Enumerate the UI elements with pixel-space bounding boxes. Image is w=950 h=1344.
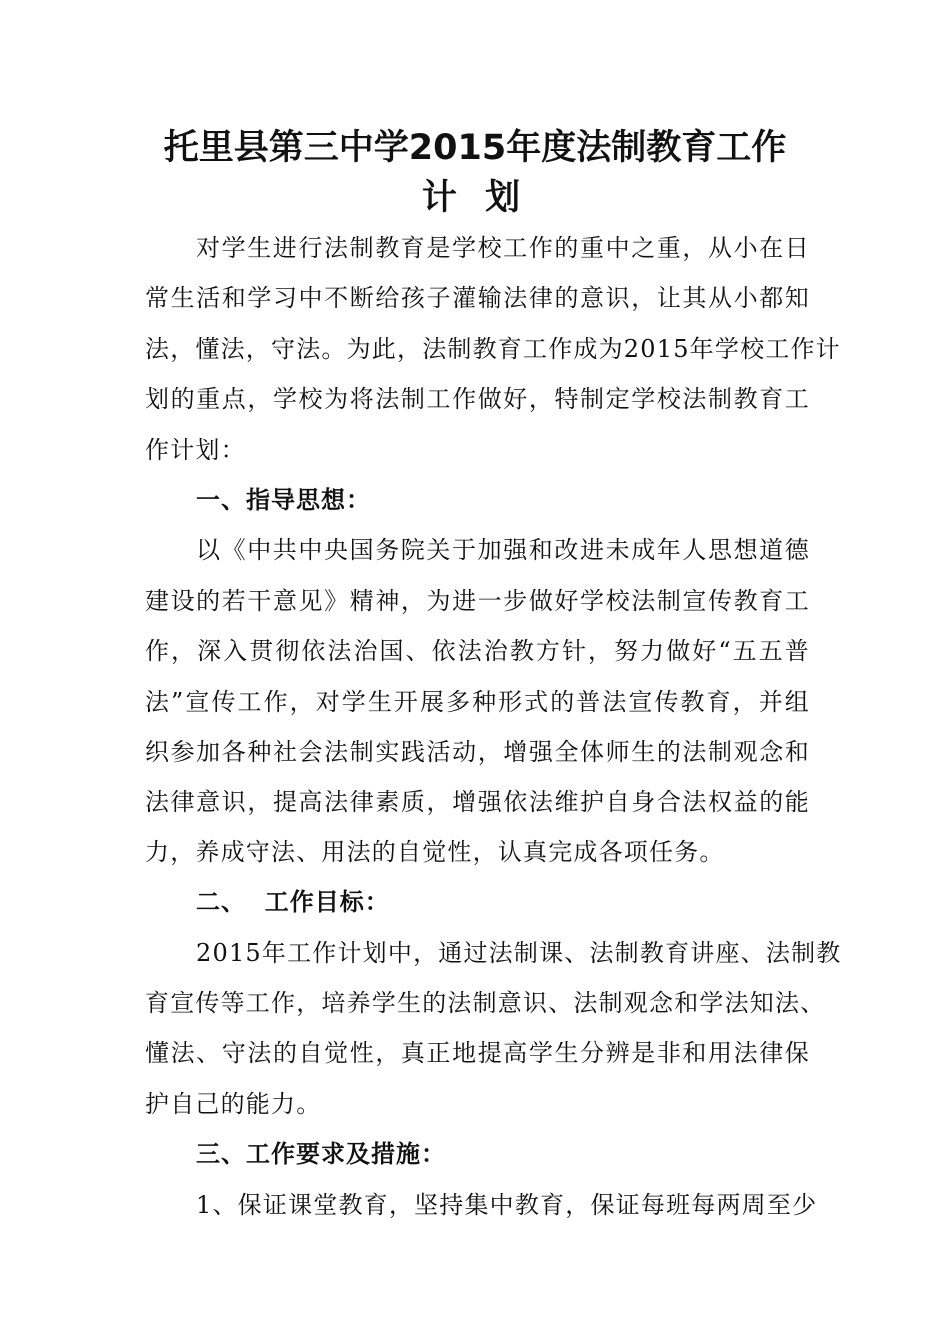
section-line: 建设的若干意见》精神，为进一步做好学校法制宣传教育工 [145,587,810,615]
intro-line: 划的重点，学校为将法制工作做好，特制定学校法制教育工 [145,385,810,413]
section-line: 育宣传等工作，培养学生的法制意识、法制观念和学法知法、 [145,989,826,1017]
intro-line: 作计划： [145,436,246,464]
section-line: 法”宣传工作，对学生开展多种形式的普法宣传教育，并组 [145,688,810,716]
section-line: 织参加各种社会法制实践活动，增强全体师生的法制观念和 [145,738,810,766]
section-heading: 二、 工作目标： [196,888,390,916]
section-heading: 一、指导思想： [196,486,371,514]
section-heading: 三、工作要求及措施： [196,1140,446,1168]
section-line: 懂法、守法的自觉性，真正地提高学生分辨是非和用法律保 [145,1039,810,1067]
document-title-line-1: 托里县第三中学2015年度法制教育工作 [163,128,787,168]
section-line: 力，养成守法、用法的自觉性，认真完成各项任务。 [145,838,725,866]
intro-line: 对学生进行法制教育是学校工作的重中之重，从小在日 [196,234,810,262]
section-line: 以《中共中央国务院关于加强和改进未成年人思想道德 [196,536,810,564]
section-line: 1、保证课堂教育，坚持集中教育，保证每班每两周至少 [196,1191,818,1219]
document-title-line-2: 计 划 [421,178,529,218]
intro-line: 常生活和学习中不断给孩子灌输法律的意识，让其从小都知 [145,284,810,312]
section-line: 法律意识，提高法律素质，增强依法维护自身合法权益的能 [145,788,810,816]
intro-line: 法，懂法，守法。为此，法制教育工作成为2015年学校工作计 [145,335,841,363]
section-line: 2015年工作计划中，通过法制课、法制教育讲座、法制教 [196,939,842,967]
section-line: 作，深入贯彻依法治国、依法治教方针，努力做好“五五普 [145,637,810,665]
section-line: 护自己的能力。 [145,1090,322,1118]
